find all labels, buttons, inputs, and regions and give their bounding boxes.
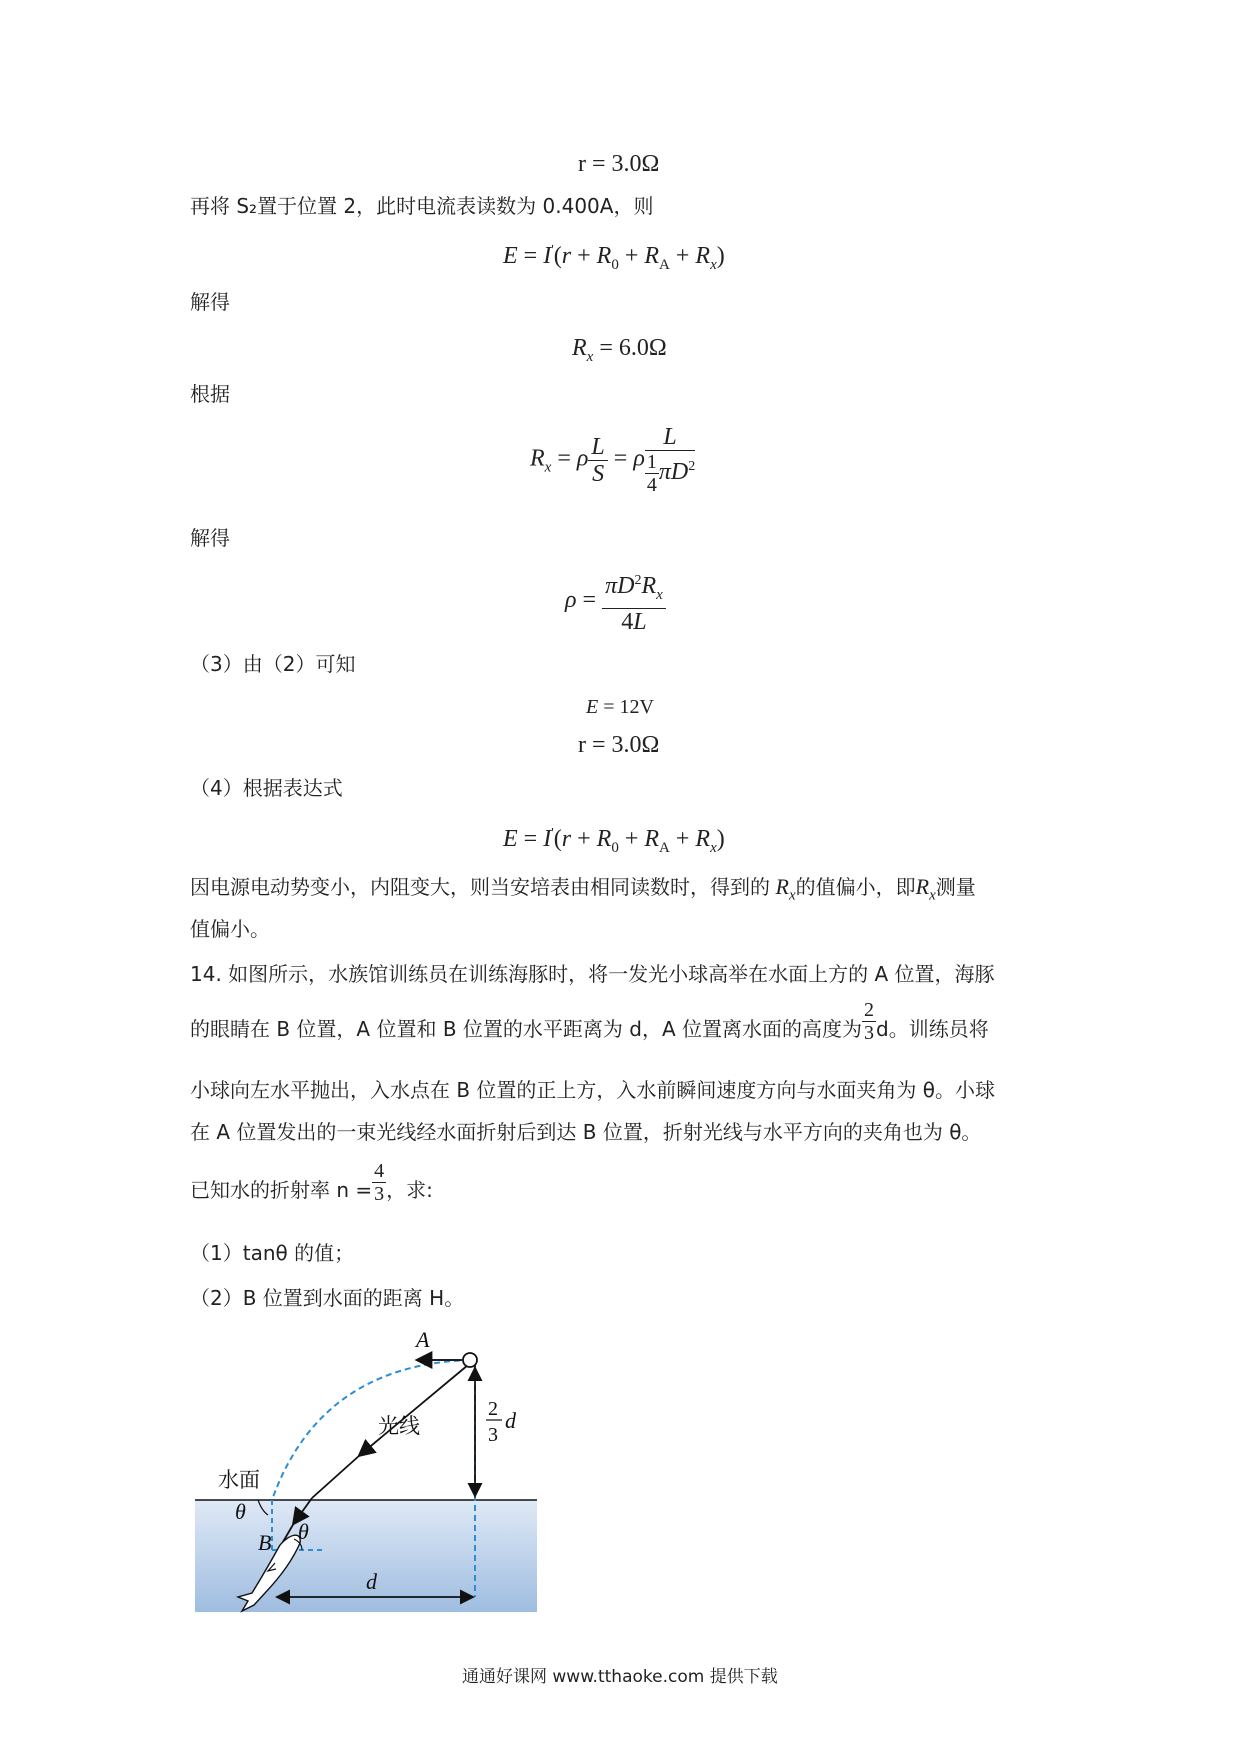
conclusion-line-1: 因电源电动势变小，内阻变大，则当安培表由相同读数时，得到的 $R_x$的值偏小，即$R_x$测量 (190, 874, 976, 904)
equation-r-1: r = 3.0Ω (578, 151, 660, 177)
q14-line-4: 在 A 位置发出的一束光线经水面折射后到达 B 位置，折射光线与水平方向的夹角也为 θ。 (190, 1120, 982, 1144)
label-d: d (366, 1569, 377, 1594)
label-theta-2: θ (298, 1519, 309, 1544)
label-frac-denominator: 3 (488, 1424, 498, 1446)
label-water-surface: 水面 (218, 1468, 260, 1492)
text-genju: 根据 (190, 382, 230, 406)
q14-line-5: 已知水的折射率 n = $\frac{4}{3}$ ，求: (190, 1160, 433, 1205)
equation-resistivity: $R_x = \rho$ $\frac{L}{S}$ = ρ L $\frac{1}{4}$ $\pi D^2$ (530, 424, 696, 496)
label-a: A (416, 1327, 430, 1352)
equation-rho: ρ = $\frac{\pi D^2R_x}{4L}$ (565, 568, 666, 635)
label-b: B (258, 1530, 272, 1555)
equation-r-2: r = 3.0Ω (578, 732, 660, 758)
text-jiede-1: 解得 (190, 290, 230, 314)
equation-e-current-2: $E = I'(r + R_0 + R_A + R_x)$ (503, 826, 725, 856)
text-jiede-2: 解得 (190, 526, 230, 550)
equation-rx-value: $R_x = 6.0\Omega$ (572, 335, 667, 365)
q14-line-1: 14. 如图所示，水族馆训练员在训练海豚时，将一发光小球高举在水面上方的 A 位置，海豚 (190, 962, 995, 986)
label-ray: 光线 (378, 1414, 420, 1438)
label-frac-numerator: 2 (488, 1398, 498, 1420)
light-ray-segment (312, 1455, 360, 1498)
ball-trajectory (272, 1360, 470, 1500)
equation-e-12v: E = 12V (586, 696, 654, 718)
ball-circle (463, 1353, 477, 1367)
q14-sub-2: （2）B 位置到水面的距离 H。 (190, 1286, 465, 1310)
label-d-height: d (505, 1408, 516, 1433)
equation-e-current-1: $E = I'(r + R_0 + R_A + R_x)$ (503, 243, 725, 273)
light-ray-arrow-1 (360, 1365, 468, 1455)
text-part-3: （3）由（2）可知 (190, 652, 356, 676)
paragraph-s2-position: 再将 S₂置于位置 2，此时电流表读数为 0.400A，则 (190, 194, 654, 218)
label-theta-1: θ (235, 1499, 246, 1524)
footer-text: 通通好课网 www.tthaoke.com 提供下载 (462, 1667, 778, 1687)
text-part-4: （4）根据表达式 (190, 776, 343, 800)
dolphin-refraction-diagram (190, 1325, 550, 1615)
q14-line-2: 的眼睛在 B 位置，A 位置和 B 位置的水平距离为 d，A 位置离水面的高度为 $\frac{2}{3}$ d。训练员将 (190, 999, 989, 1044)
q14-line-3: 小球向左水平抛出，入水点在 B 位置的正上方，入水前瞬间速度方向与水面夹角为 θ。小球 (190, 1078, 996, 1102)
q14-sub-1: （1）tanθ 的值； (190, 1241, 355, 1265)
conclusion-line-2: 值偏小。 (190, 917, 270, 941)
